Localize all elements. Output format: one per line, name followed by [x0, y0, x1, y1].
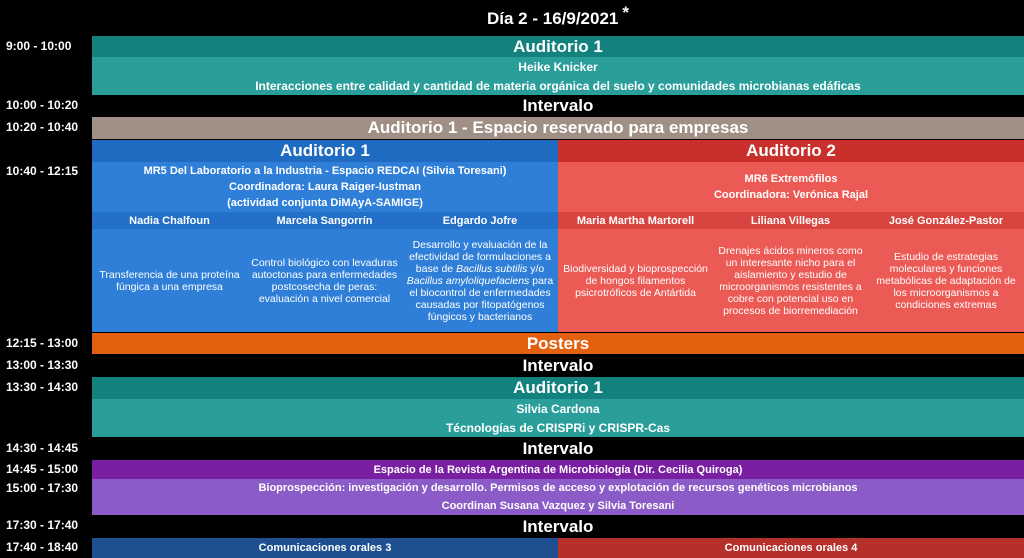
talk-jofre [402, 229, 558, 332]
time-1040: 10:40 - 12:15 [6, 164, 79, 178]
time-1740: 17:40 - 18:40 [6, 540, 79, 554]
speaker-chalfoun: Nadia Chalfoun [129, 214, 210, 227]
posters-slot: Posters [92, 333, 1024, 354]
bioprosp-title: Bioprospección: investigación y desarrollo. Permisos de acceso y explotación de recursos genéticos microbianos [92, 479, 1024, 497]
time-1430: 14:30 - 14:45 [6, 441, 79, 455]
sponsor-slot: Auditorio 1 - Espacio reservado para empresas [92, 117, 1024, 139]
break-1: Intervalo [92, 95, 1024, 116]
time-1730: 17:30 - 17:40 [6, 518, 79, 532]
slot1-room: Auditorio 1 [92, 36, 1024, 57]
revista-slot: Espacio de la Revista Argentina de Microbiología (Dir. Cecilia Quiroga) [92, 460, 1024, 479]
talk-gonzalez: Estudio de estrategias moleculares y funciones metabólicas de adaptación de los microorganismos a condiciones extremas [876, 250, 1016, 311]
time-1445: 14:45 - 15:00 [6, 462, 79, 476]
talk-jofre-species1: Bacillus subtilis [456, 262, 528, 275]
com3-slot: Comunicaciones orales 3 [92, 538, 558, 558]
speaker-martorell: Maria Martha Martorell [576, 214, 695, 227]
time-1020: 10:20 - 10:40 [6, 120, 79, 134]
time-13: 13:00 - 13:30 [6, 358, 79, 372]
break-4: Intervalo [92, 516, 1024, 537]
break-3: Intervalo [92, 438, 1024, 459]
talk-jofre-species2: Bacillus amyloliquefaciens [406, 274, 530, 287]
speaker-villegas: Liliana Villegas [750, 214, 831, 227]
talk-chalfoun: Transferencia de una proteína fúngica a una empresa [99, 268, 240, 293]
break-2: Intervalo [92, 355, 1024, 376]
time-9: 9:00 - 10:00 [6, 39, 72, 53]
asterisk: * [622, 3, 629, 22]
speaker-gonzalez: José González-Pastor [888, 214, 1004, 227]
left-coord: Coordinadora: Laura Raiger-Iustman [229, 181, 421, 193]
left-note: (actividad conjunta DiMAyA-SAMIGE) [227, 197, 423, 209]
right-coord: Coordinadora: Verónica Rajal [713, 189, 869, 201]
time-10: 10:00 - 10:20 [6, 98, 79, 112]
time-1215: 12:15 - 13:00 [6, 336, 79, 350]
page-title [92, 4, 1024, 34]
left-header [92, 162, 558, 212]
slot1-talk: Interacciones entre calidad y cantidad de materia orgánica del suelo y comunidades microbianas edáficas [92, 76, 1024, 95]
talk-jofre-b: y/o [527, 262, 545, 275]
right-header [558, 162, 1024, 212]
com4-slot: Comunicaciones orales 4 [558, 538, 1024, 558]
time-15: 15:00 - 17:30 [6, 481, 79, 495]
talk-jofre-text [404, 239, 556, 323]
slot2-room: Auditorio 1 [92, 377, 1024, 399]
talk-villegas: Drenajes ácidos mineros como un interesante nicho para el aislamiento y estudio de microorganismos resistentes a cobre con potencial uso en procesos de biorremediación [718, 244, 863, 317]
slot2-talk: Técnologías de CRISPRi y CRISPR-Cas [92, 418, 1024, 437]
right-title: MR6 Extremófilos [744, 173, 838, 185]
talk-jofre-a: Desarrollo y evaluación de la efectividad de formulaciones a base de [409, 238, 551, 275]
slot1-speaker: Heike Knicker [92, 57, 1024, 76]
bioprosp-coord: Coordinan Susana Vazquez y Silvia Toresani [92, 497, 1024, 515]
time-1330: 13:30 - 14:30 [6, 380, 79, 394]
speaker-jofre: Edgardo Jofre [442, 214, 518, 227]
speaker-sangorrin: Marcela Sangorrín [276, 214, 373, 227]
slot2-speaker: Silvia Cardona [92, 399, 1024, 418]
left-room: Auditorio 1 [92, 140, 558, 162]
right-room: Auditorio 2 [558, 140, 1024, 162]
talk-jofre-c: para el biocontrol de enfermedades causadas por fitopatógenos fúngicos y bacterianos [409, 274, 554, 323]
talk-martorell: Biodiversidad y bioprospección de hongos filamentos psicrotróficos de Antártida [563, 262, 708, 299]
talk-sangorrin: Control biológico con levaduras autoctonas para enfermedades postcosecha de peras: evaluación a nivel comercial [251, 256, 398, 305]
page-title-text: Día 2 - 16/9/2021 [487, 9, 619, 28]
left-title: MR5 Del Laboratorio a la Industria - Espacio REDCAI (Silvia Toresani) [143, 165, 507, 177]
